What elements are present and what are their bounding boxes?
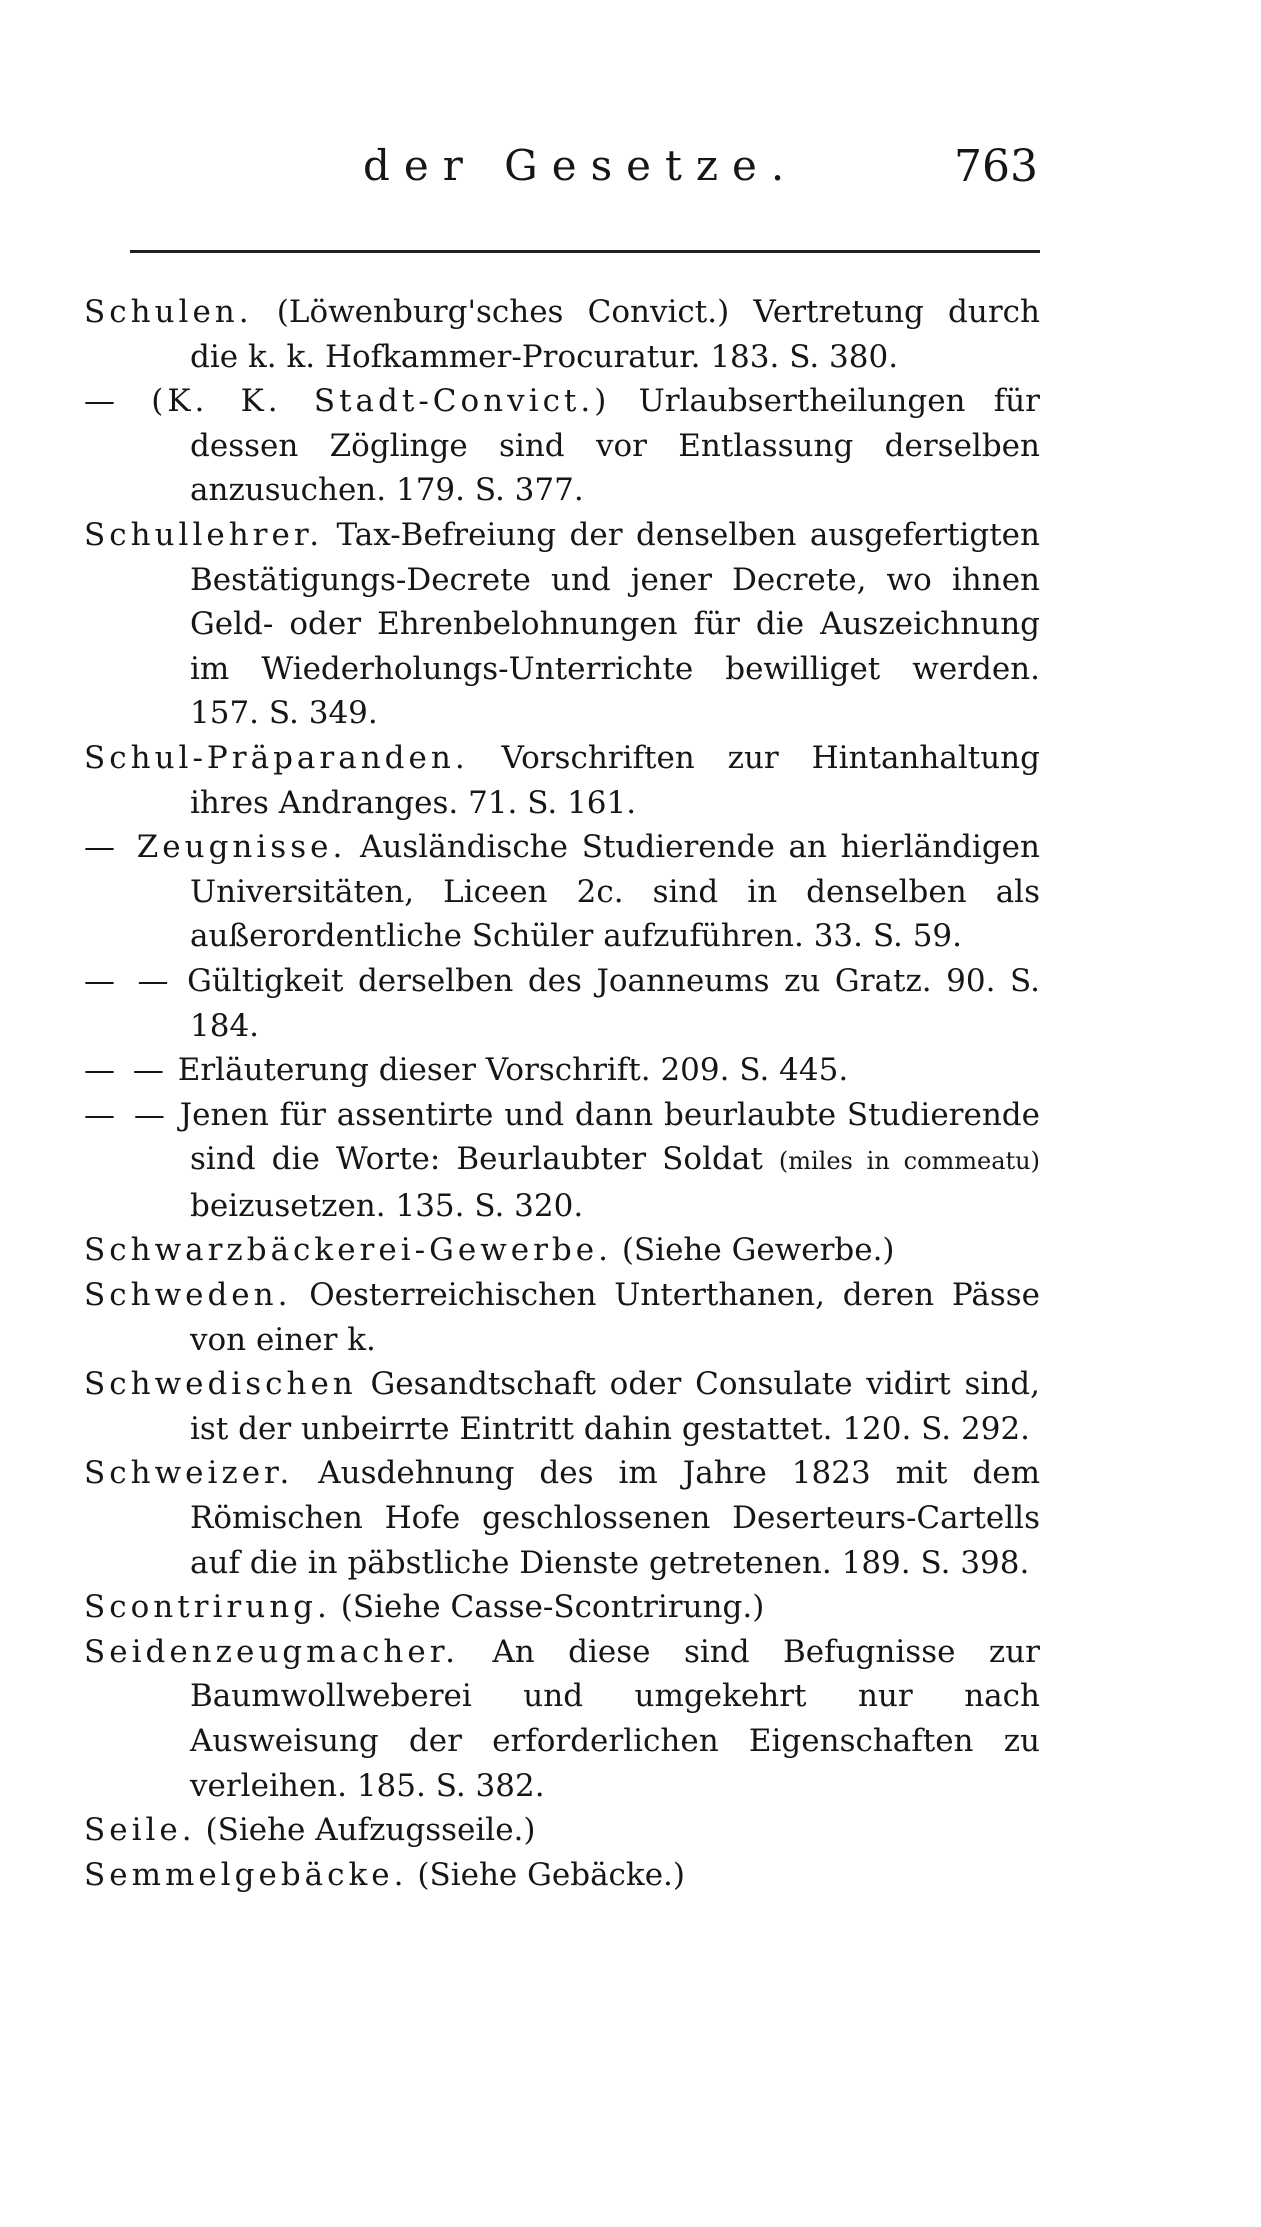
entry-lemma: Seidenzeugmacher. xyxy=(84,1633,459,1670)
index-entries xyxy=(84,290,1040,1897)
entry-lemma: — — xyxy=(84,1096,169,1133)
entry-text: Gesandtschaft oder Consulate vidirt sind, ist der unbeirrte Eintritt dahin gestattet. 120. S. 292. xyxy=(190,1366,1040,1447)
entry-text: (Siehe Aufzugsseile.) xyxy=(205,1812,536,1849)
header-rule xyxy=(130,250,1040,253)
entry-lemma: — — xyxy=(84,962,173,999)
entry-text: Tax-Befreiung der denselben ausgefertigten Bestätigungs-Decrete und jener Decrete, wo ihnen Geld- oder Ehrenbelohnungen für die Auszeichnung im Wiederholungs-Unterrichte bewilliget werden. 157. S. 349. xyxy=(190,516,1040,732)
entry-lemma: — — xyxy=(84,1052,168,1089)
entry-text: Oesterreichischen Unterthanen, deren Pässe von einer k. xyxy=(190,1277,1040,1358)
index-entry xyxy=(84,1808,1040,1853)
entry-lemma: Scontrirung. xyxy=(84,1589,331,1626)
page-number: 763 xyxy=(954,141,1038,192)
index-entry xyxy=(84,1362,1040,1451)
index-entry xyxy=(84,1228,1040,1273)
entry-lemma: Seile. xyxy=(84,1812,196,1849)
entry-text: Ausländische Studierende an hierländigen Universitäten, Liceen 2c. sind in denselben als außerordentliche Schüler aufzuführen. 33. S. 59. xyxy=(190,829,1040,955)
index-entry xyxy=(84,736,1040,825)
index-entry xyxy=(84,290,1040,379)
entry-lemma: Schulen. xyxy=(84,294,253,330)
entry-lemma: Schul-Präparanden. xyxy=(84,739,469,776)
index-entry xyxy=(84,1585,1040,1630)
entry-text: Vorschriften zur Hintanhaltung ihres Andranges. 71. S. 161. xyxy=(190,739,1040,821)
entry-text: (Siehe Gebäcke.) xyxy=(417,1856,685,1893)
entry-text: (Siehe Casse-Scontrirung.) xyxy=(340,1589,765,1626)
index-entry xyxy=(84,1273,1040,1362)
entry-lemma: Semmelgebäcke. xyxy=(84,1856,408,1893)
entry-text: Urlaubsertheilungen für dessen Zöglinge sind vor Entlassung derselben anzusuchen. 179. S. 377. xyxy=(190,383,1040,509)
entry-text: Jenen für assentirte und dann beurlaubte Studierende sind die Worte: Beurlaubter Soldat xyxy=(179,1096,1040,1178)
index-entry xyxy=(84,825,1040,959)
entry-lemma: Schwarzbäckerei-Gewerbe. xyxy=(84,1232,612,1269)
index-entry xyxy=(84,513,1040,736)
entry-text: Erläuterung dieser Vorschrift. 209. S. 445. xyxy=(177,1052,849,1089)
index-entry xyxy=(84,959,1040,1048)
index-entry xyxy=(84,1093,1040,1229)
entry-lemma: Schweizer. xyxy=(84,1455,294,1492)
running-title: der Gesetze. xyxy=(363,141,799,190)
index-entry xyxy=(84,1451,1040,1585)
entry-text: (Löwenburg'sches Convict.) Vertretung durch die k. k. Hofkammer-Procuratur. 183. S. 380. xyxy=(190,294,1041,375)
index-entry xyxy=(84,1048,1040,1093)
entry-text-tail: beizusetzen. 135. S. 320. xyxy=(190,1187,584,1224)
entry-text: Ausdehnung des im Jahre 1823 mit dem Römischen Hofe geschlossenen Deserteurs-Cartells auf die in päbstliche Dienste getretenen. 189. S. 398. xyxy=(190,1455,1040,1581)
entry-text: An diese sind Befugnisse zur Baumwollweberei und umgekehrt nur nach Ausweisung der erforderlichen Eigenschaften zu verleihen. 185. S. 382. xyxy=(190,1633,1040,1804)
entry-lemma: Schweden. xyxy=(84,1277,292,1314)
index-entry xyxy=(84,1853,1040,1898)
entry-lemma: — (K. K. Stadt-Convict.) xyxy=(84,383,611,420)
index-entry xyxy=(84,379,1040,513)
entry-lemma: — Zeugnisse. xyxy=(84,829,347,866)
entry-lemma: Schwedischen xyxy=(84,1366,357,1403)
index-entry xyxy=(84,1630,1040,1808)
entry-text: (Siehe Gewerbe.) xyxy=(621,1232,895,1269)
entry-text: Gültigkeit derselben des Joanneums zu Gratz. 90. S. 184. xyxy=(187,962,1040,1044)
entry-lemma: Schullehrer. xyxy=(84,516,324,553)
entry-latin-note: (miles in commeatu) xyxy=(778,1147,1041,1176)
